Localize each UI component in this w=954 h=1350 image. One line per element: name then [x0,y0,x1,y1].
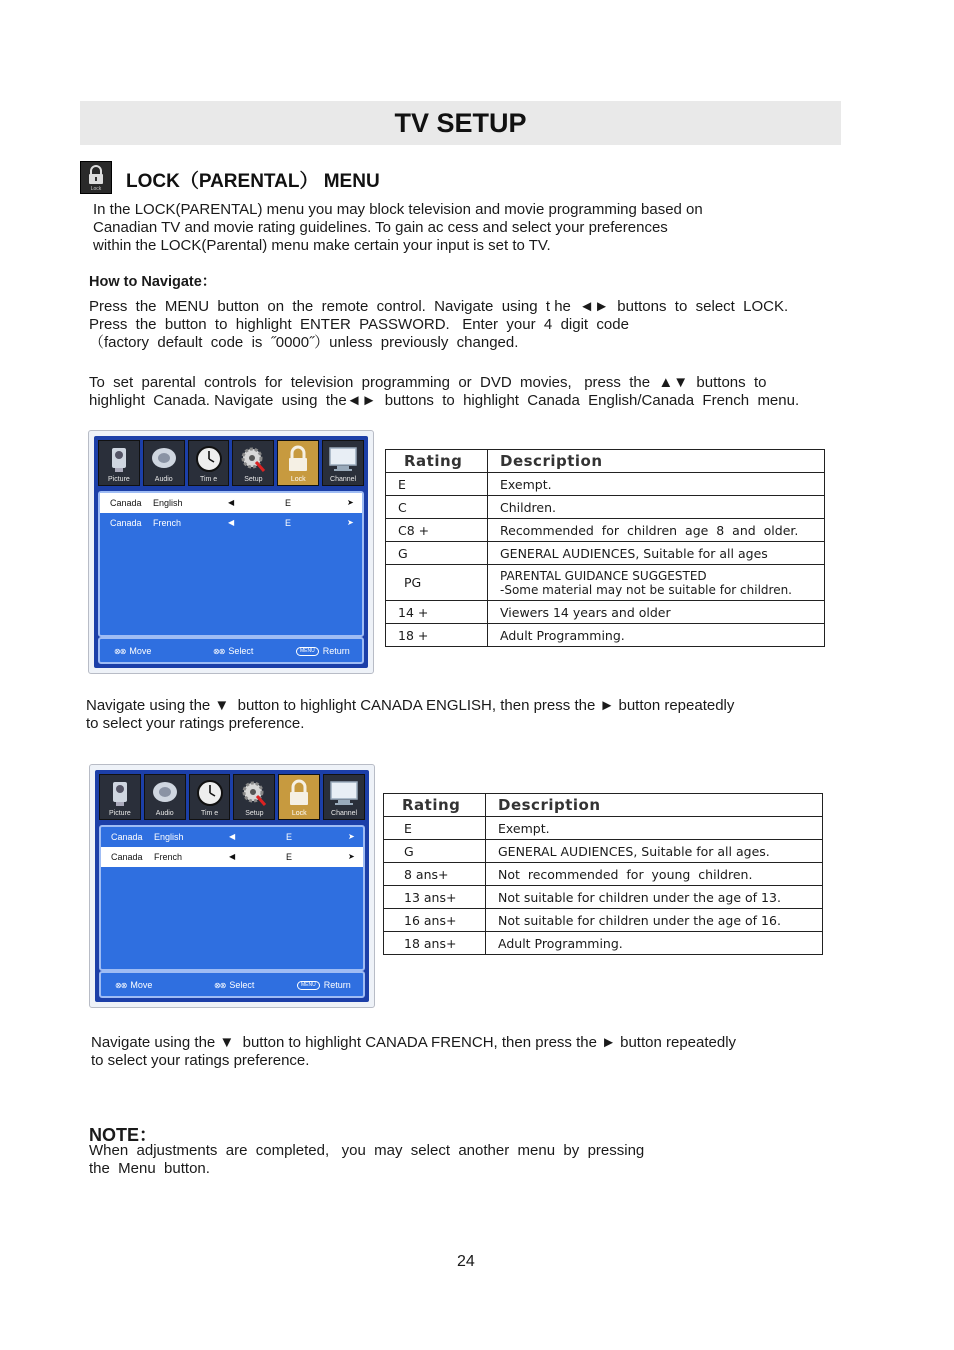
rating-cell: 14 + [386,601,488,624]
rating-list-panel [99,825,365,971]
menu-tab-label: Picture [108,476,130,483]
menu-tab-audio[interactable] [144,774,186,820]
how-to-line: Press the button to highlight ENTER PASSWORD. Enter your 4 digit code [89,316,629,333]
table-row [384,909,823,932]
select-label: Select [228,646,254,656]
how-to-paragraph-1 [89,298,829,352]
move-hint [114,646,151,656]
description-cell: Recommended for children age 8 and older. [488,519,825,542]
note-line: When adjustments are completed, you may select another menu by pressing [89,1142,645,1159]
menu-footer [98,637,364,664]
menu-tab-channel[interactable] [323,774,365,820]
description-line: PARENTAL GUIDANCE SUGGESTED [500,568,707,583]
row-country: Canada [111,852,143,862]
row-country: Canada [110,518,142,528]
rating-cell: 16 ans+ [384,909,486,932]
move-arrows-icon: ⊗⊗ [114,646,126,656]
menu-tab-label: Picture [109,810,131,817]
lock-icon [285,444,311,474]
table-row [384,840,823,863]
note-heading: NOTE： [89,1125,158,1145]
column-header: Rating [386,450,488,473]
menu-tab-audio[interactable] [143,440,185,486]
description-cell: Not suitable for children under the age of 13. [486,886,823,909]
description-cell: Children. [488,496,825,519]
left-arrow-icon[interactable]: ◀ [229,852,236,861]
instruction-line: Navigate using the ▼ button to highlight CANADA ENGLISH, then press the ► button repeatedly [86,697,735,714]
row-language: French [154,852,183,862]
row-value: E [285,498,292,508]
menu-tab-label: Audio [154,476,173,483]
rating-cell: C [386,496,488,519]
select-hint [214,980,254,990]
table-row [384,932,823,955]
menu-tab-label: Tim e [199,476,218,483]
intro-line: Canadian TV and movie rating guidelines. To gain ac cess and select your preferences [93,219,668,236]
description-cell: Not recommended for young children. [486,863,823,886]
page-number: 24 [457,1253,475,1270]
monitor-icon [328,778,360,808]
monitor-icon [327,444,359,474]
row-value: E [285,518,292,528]
column-header: Description [488,450,825,473]
rating-cell: C8 + [386,519,488,542]
return-label: Return [322,646,350,656]
description-cell: Exempt. [486,817,823,840]
list-item-canada-french[interactable] [101,847,363,867]
table-row [386,565,825,601]
rating-cell: 18 ans+ [384,932,486,955]
menu-tab-label: Audio [155,810,174,817]
menu-tab-label: Setup [245,810,264,817]
lock-badge-label: Lock [90,186,102,192]
how-to-paragraph-2 [89,374,841,410]
list-item-canada-english[interactable] [101,827,363,847]
rating-cell: 13 ans+ [384,886,486,909]
menu-tab-label: Lock [291,810,307,817]
rating-cell: PG [386,565,488,601]
move-label: Move [129,646,152,656]
left-arrow-icon[interactable]: ◀ [229,832,236,841]
select-arrows-icon: ⊗⊗ [213,646,225,656]
menu-tab-label: Tim e [200,810,219,817]
note-line: the Menu button. [89,1160,210,1177]
menu-footer [99,971,365,998]
row-country: Canada [110,498,142,508]
rating-cell: 8 ans+ [384,863,486,886]
page-title: TV SETUP [80,101,841,145]
camera-icon [106,444,132,474]
column-header: Rating [384,794,486,817]
gear-icon [239,778,269,808]
instruction-french [91,1034,736,1070]
right-arrow-icon[interactable]: ➤ [348,832,355,841]
description-cell: Viewers 14 years and older [488,601,825,624]
select-hint [213,646,253,656]
menu-tab-channel[interactable] [322,440,364,486]
menu-tab-label: Channel [330,476,357,483]
rating-cell: E [386,473,488,496]
move-hint [115,980,152,990]
tv-menu-body [95,770,369,1002]
table-row [386,624,825,647]
menu-key-icon: MENU [296,647,319,656]
row-language: French [153,518,182,528]
description-cell: Adult Programming. [486,932,823,955]
return-hint [296,646,350,656]
description-cell: Adult Programming. [488,624,825,647]
rating-list-panel [98,491,364,637]
lock-icon [80,161,112,194]
menu-tab-setup[interactable] [233,774,275,820]
return-label: Return [323,980,351,990]
menu-tab-picture[interactable] [99,774,141,820]
menu-icon-bar [98,440,364,486]
rating-cell: G [386,542,488,565]
table-header-row [386,450,825,473]
how-to-line: highlight Canada. Navigate using the◄► buttons to highlight Canada English/Canada French menu. [89,392,800,409]
instruction-line: to select your ratings preference. [91,1052,310,1069]
right-arrow-icon[interactable]: ➤ [347,518,354,527]
description-cell [488,565,825,601]
row-value: E [286,832,293,842]
clock-icon [195,778,225,808]
row-country: Canada [111,832,143,842]
how-to-heading: How to Navigate： [89,274,217,290]
table-row [386,496,825,519]
instruction-line: Navigate using the ▼ button to highlight CANADA FRENCH, then press the ► button repeatedly [91,1034,737,1051]
menu-tab-setup[interactable] [232,440,274,486]
intro-line: within the LOCK(Parental) menu make certain your input is set to TV. [93,237,551,254]
menu-key-icon: MENU [297,981,320,990]
description-cell: GENERAL AUDIENCES, Suitable for all ages [488,542,825,565]
select-arrows-icon: ⊗⊗ [214,980,226,990]
column-header: Description [486,794,823,817]
description-line: -Some material may not be suitable for children. [500,582,792,597]
menu-tab-label: Lock [290,476,306,483]
menu-tab-time[interactable] [188,440,230,486]
move-label: Move [130,980,153,990]
description-cell: GENERAL AUDIENCES, Suitable for all ages. [486,840,823,863]
intro-paragraph [93,201,703,255]
move-arrows-icon: ⊗⊗ [115,980,127,990]
tv-menu-body [94,436,368,668]
table-header-row [384,794,823,817]
list-item-canada-french[interactable] [100,513,362,533]
left-arrow-icon[interactable]: ◀ [228,518,235,527]
tv-menu-screen-french [89,764,375,1008]
canada-french-rating-table [383,793,823,955]
lock-icon [286,778,312,808]
rating-cell: E [384,817,486,840]
description-cell: Not suitable for children under the age of 16. [486,909,823,932]
instruction-english [86,697,734,733]
table-row [386,601,825,624]
menu-tab-picture[interactable] [98,440,140,486]
intro-line: In the LOCK(PARENTAL) menu you may block television and movie programming based on [93,201,703,218]
menu-tab-label: Channel [331,810,358,817]
table-row [384,817,823,840]
return-hint [297,980,351,990]
speaker-icon [150,778,180,808]
tv-menu-screen-english [88,430,374,674]
menu-tab-time[interactable] [189,774,231,820]
row-value: E [286,852,293,862]
right-arrow-icon[interactable]: ➤ [347,498,354,507]
rating-cell: G [384,840,486,863]
row-language: English [154,832,184,842]
section-title: LOCK（PARENTAL） MENU [126,171,380,192]
description-cell: Exempt. [488,473,825,496]
canada-english-rating-table [385,449,825,647]
gear-icon [238,444,268,474]
menu-tab-lock[interactable] [277,440,319,486]
how-to-line: Press the MENU button on the remote control. Navigate using t he ◄► buttons to select LOCK. [89,298,789,315]
table-row [384,886,823,909]
table-row [386,473,825,496]
clock-icon [194,444,224,474]
menu-tab-label: Setup [244,476,263,483]
list-item-canada-english[interactable] [100,493,362,513]
note-paragraph [89,1142,644,1178]
how-to-line: To set parental controls for television programming or DVD movies, press the ▲▼ buttons to [89,374,767,391]
left-arrow-icon[interactable]: ◀ [228,498,235,507]
camera-icon [107,778,133,808]
how-to-line: （factory default code is ˝0000˝）unless previously changed. [89,334,519,351]
menu-tab-lock[interactable] [278,774,320,820]
table-row [384,863,823,886]
instruction-line: to select your ratings preference. [86,715,305,732]
table-row [386,519,825,542]
select-label: Select [229,980,255,990]
speaker-icon [149,444,179,474]
menu-icon-bar [99,774,365,820]
right-arrow-icon[interactable]: ➤ [348,852,355,861]
row-language: English [153,498,183,508]
table-row [386,542,825,565]
rating-cell: 18 + [386,624,488,647]
